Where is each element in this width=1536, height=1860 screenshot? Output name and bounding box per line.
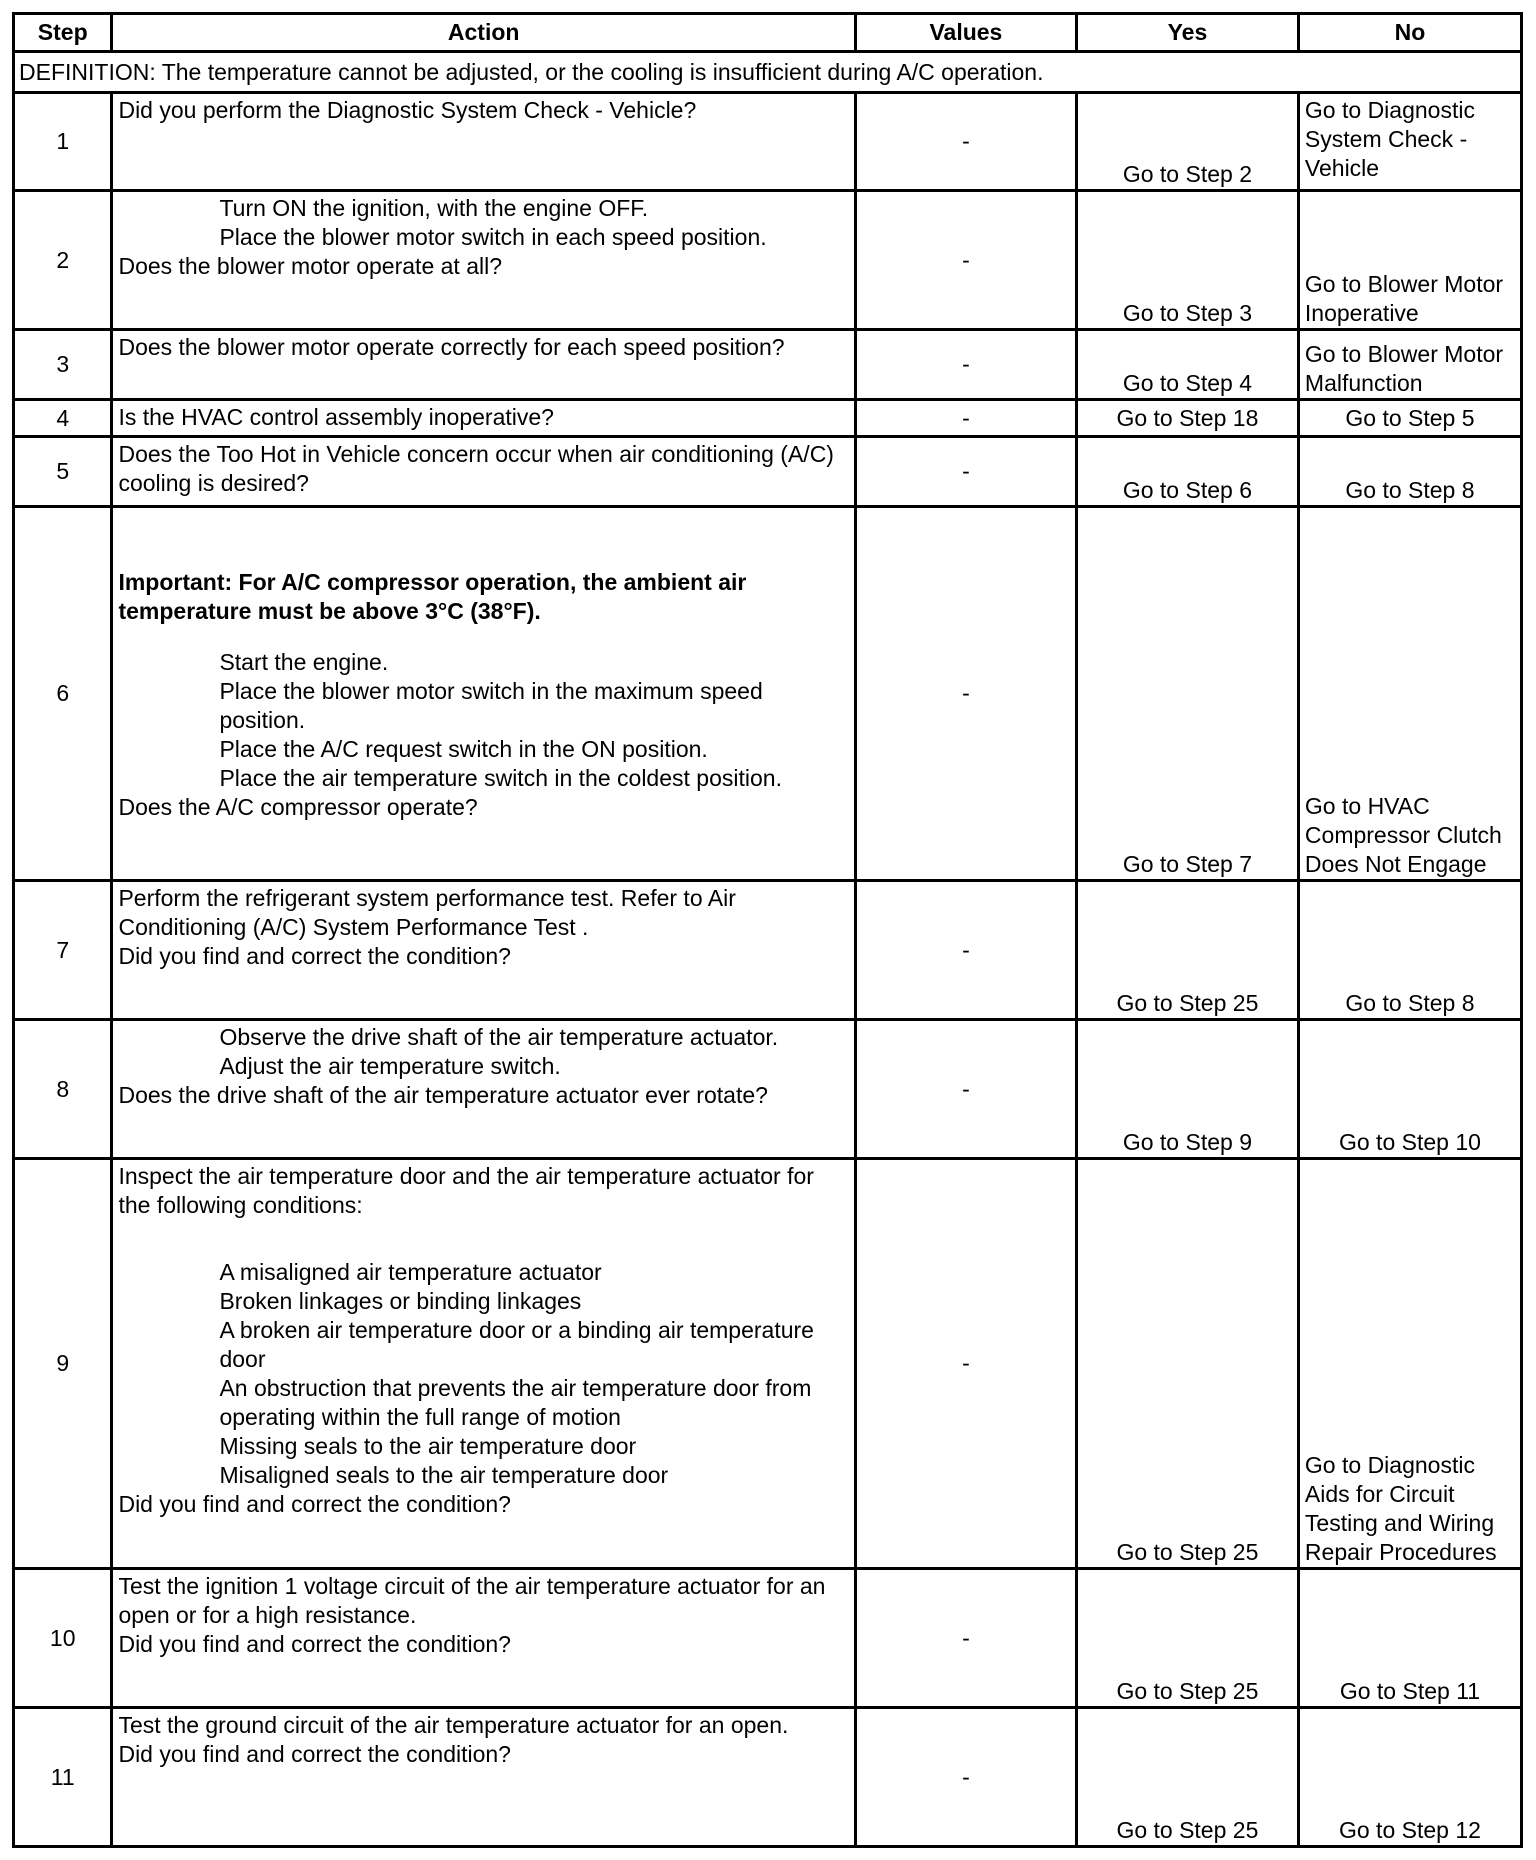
yes-cell: Go to Step 25 [1076,1569,1298,1708]
action-cell [112,1569,855,1708]
header-action: Action [112,14,855,52]
values-cell: - [855,881,1076,1020]
action-question: Does the drive shaft of the air temperature actuator ever rotate? [118,1082,768,1108]
values-cell: - [855,400,1076,437]
action-cell [112,191,855,330]
values-cell: - [855,1569,1076,1708]
no-cell: Go to Diagnostic Aids for Circuit Testing and Wiring Repair Procedures [1298,1159,1521,1569]
yes-cell: Go to Step 18 [1076,400,1298,437]
action-cell [112,1708,855,1847]
action-cell [112,437,855,507]
table-row [14,191,1522,330]
action-instruction: Broken linkages or binding linkages [219,1288,582,1314]
action-instruction: A misaligned air temperature actuator [219,1259,602,1285]
definition-text: DEFINITION: The temperature cannot be adjusted, or the cooling is insufficient during A/C operation. [14,52,1522,93]
action-intro: Test the ignition 1 voltage circuit of the air temperature actuator for an open or for a high resistance. [118,1573,826,1628]
values-cell: - [855,437,1076,507]
no-cell: Go to Diagnostic System Check - Vehicle [1298,93,1521,191]
step-number: 1 [14,93,112,191]
step-number: 6 [14,507,112,881]
no-cell: Go to Step 11 [1298,1569,1521,1708]
header-row [14,14,1522,52]
values-cell: - [855,507,1076,881]
yes-cell: Go to Step 25 [1076,881,1298,1020]
action-content [118,1572,848,1659]
header-values: Values [855,14,1076,52]
action-content [118,194,848,281]
action-instruction: Observe the drive shaft of the air temperature actuator. [219,1024,779,1050]
values-cell: - [855,191,1076,330]
table-row [14,881,1522,1020]
header-no: No [1298,14,1521,52]
definition-row [14,52,1522,93]
yes-cell: Go to Step 3 [1076,191,1298,330]
action-instruction: Place the air temperature switch in the coldest position. [219,765,782,791]
action-cell [112,400,855,437]
action-question: Did you find and correct the condition? [118,1741,511,1767]
no-cell: Go to Step 10 [1298,1020,1521,1159]
values-cell: - [855,1708,1076,1847]
action-intro: Test the ground circuit of the air temperature actuator for an open. [118,1712,789,1738]
action-content [118,510,848,822]
important-note: Important: For A/C compressor operation, the ambient air temperature must be above 3°C (38°F). [118,569,747,624]
action-content [118,884,848,971]
action-question: Does the blower motor operate at all? [118,253,502,279]
diagnostic-table [12,12,1523,1848]
action-question: Does the blower motor operate correctly for each speed position? [118,334,785,360]
no-cell: Go to Step 5 [1298,400,1521,437]
values-cell: - [855,93,1076,191]
no-cell: Go to Blower Motor Inoperative [1298,191,1521,330]
action-instruction: Turn ON the ignition, with the engine OFF. [219,195,649,221]
no-cell: Go to Step 8 [1298,881,1521,1020]
action-intro: Perform the refrigerant system performance test. Refer to Air Conditioning (A/C) System Performance Test . [118,885,736,940]
yes-cell: Go to Step 2 [1076,93,1298,191]
step-number: 10 [14,1569,112,1708]
table-row [14,1569,1522,1708]
yes-cell: Go to Step 7 [1076,507,1298,881]
action-cell [112,881,855,1020]
action-cell [112,1020,855,1159]
step-number: 11 [14,1708,112,1847]
step-number: 4 [14,400,112,437]
action-content [118,1711,848,1769]
step-number: 8 [14,1020,112,1159]
header-yes: Yes [1076,14,1298,52]
step-number: 2 [14,191,112,330]
action-content [118,1162,848,1519]
action-instruction: An obstruction that prevents the air temperature door from operating within the full range of motion [219,1375,812,1430]
table-row [14,1708,1522,1847]
step-number: 3 [14,330,112,400]
action-content [118,1023,848,1110]
action-instruction: Place the blower motor switch in the maximum speed position. [219,678,763,733]
action-question: Is the HVAC control assembly inoperative? [118,404,554,430]
action-instruction: Misaligned seals to the air temperature door [219,1462,669,1488]
step-number: 9 [14,1159,112,1569]
action-instruction: A broken air temperature door or a binding air temperature door [219,1317,814,1372]
action-instruction: Place the A/C request switch in the ON position. [219,736,708,762]
action-question: Did you find and correct the condition? [118,943,511,969]
no-cell: Go to Blower Motor Malfunction [1298,330,1521,400]
table-row [14,1159,1522,1569]
yes-cell: Go to Step 9 [1076,1020,1298,1159]
action-question: Did you find and correct the condition? [118,1491,511,1517]
yes-cell: Go to Step 25 [1076,1159,1298,1569]
action-question: Did you perform the Diagnostic System Check - Vehicle? [118,97,697,123]
action-instruction: Missing seals to the air temperature door [219,1433,637,1459]
action-instruction: Place the blower motor switch in each speed position. [219,224,767,250]
table-row [14,437,1522,507]
step-number: 5 [14,437,112,507]
action-cell [112,330,855,400]
no-cell: Go to HVAC Compressor Clutch Does Not Engage [1298,507,1521,881]
table-row [14,507,1522,881]
action-question: Does the Too Hot in Vehicle concern occur when air conditioning (A/C) cooling is desired? [118,441,834,496]
yes-cell: Go to Step 25 [1076,1708,1298,1847]
action-cell [112,507,855,881]
no-cell: Go to Step 8 [1298,437,1521,507]
action-intro: Inspect the air temperature door and the air temperature actuator for the following conditions: [118,1163,814,1218]
action-cell [112,93,855,191]
diagnostic-table-document [12,12,1523,1853]
action-instruction: Adjust the air temperature switch. [219,1053,561,1079]
no-cell: Go to Step 12 [1298,1708,1521,1847]
values-cell: - [855,330,1076,400]
yes-cell: Go to Step 4 [1076,330,1298,400]
table-row [14,1020,1522,1159]
values-cell: - [855,1020,1076,1159]
action-cell [112,1159,855,1569]
table-row [14,93,1522,191]
action-question: Does the A/C compressor operate? [118,794,478,820]
table-row [14,330,1522,400]
action-question: Did you find and correct the condition? [118,1631,511,1657]
table-row [14,400,1522,437]
header-step: Step [14,14,112,52]
yes-cell: Go to Step 6 [1076,437,1298,507]
step-number: 7 [14,881,112,1020]
values-cell: - [855,1159,1076,1569]
action-instruction: Start the engine. [219,649,389,675]
